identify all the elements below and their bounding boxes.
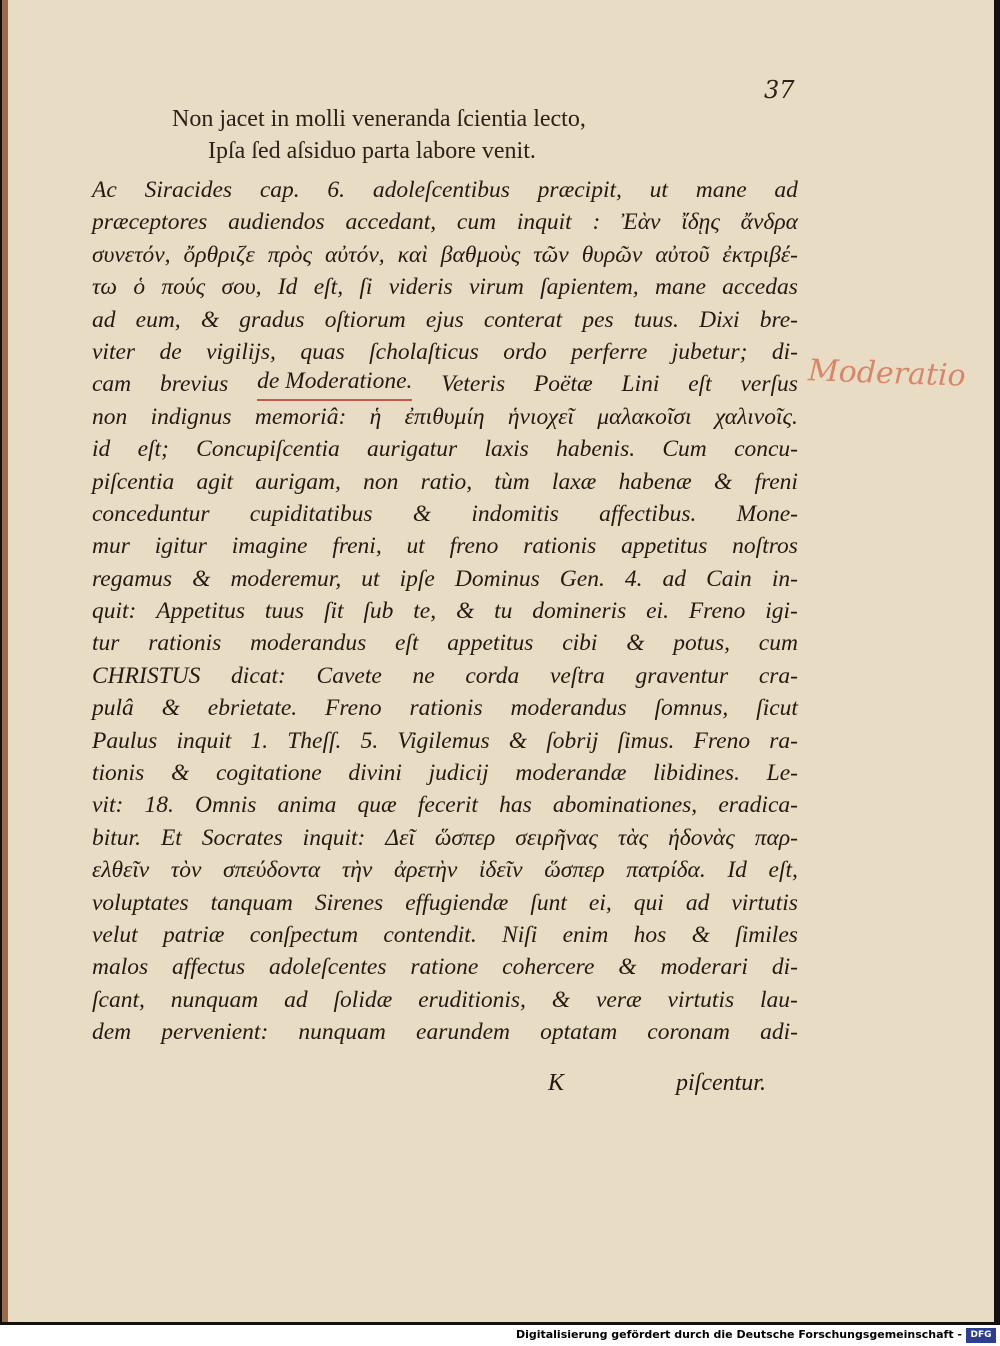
word: Cain	[706, 565, 752, 592]
word: moderandæ	[515, 760, 627, 787]
word: regamus	[92, 565, 173, 592]
word: ipſe	[399, 565, 435, 592]
word: :	[592, 209, 601, 236]
word: ſimiles	[735, 921, 798, 948]
word: pervenient:	[161, 1019, 269, 1046]
word: Ἐὰν	[621, 209, 661, 236]
word: contendit.	[383, 921, 477, 948]
word: &	[170, 760, 190, 787]
word: ſimus.	[617, 727, 675, 754]
word: σου,	[221, 274, 262, 301]
word: Dixi	[699, 306, 740, 333]
word: καὶ	[397, 241, 428, 268]
word: adoleſcentibus	[372, 177, 510, 203]
word: conterat	[483, 306, 563, 333]
word: πούς	[161, 274, 206, 301]
word: pes	[582, 306, 614, 333]
word: ut	[361, 565, 380, 592]
word: ſunt	[530, 889, 567, 916]
word: συνετόν,	[92, 241, 171, 268]
word: has	[499, 792, 532, 819]
word: ratio,	[420, 468, 473, 495]
word: eſt,	[768, 857, 798, 884]
word: cum	[456, 209, 497, 236]
word: τὸν	[170, 857, 202, 884]
word: eum,	[135, 306, 181, 333]
word: Theſſ.	[287, 727, 342, 754]
word: Id	[727, 857, 747, 884]
word: dem	[92, 1019, 132, 1046]
word: præcipit,	[537, 177, 622, 203]
body-text	[92, 174, 798, 1049]
word: tur	[92, 630, 120, 657]
text-line	[92, 725, 798, 757]
word: virtutis	[731, 889, 798, 916]
verse-line-2: Ipſa ſed aſsiduo parta labore venit.	[208, 138, 536, 164]
word: Et	[160, 824, 182, 851]
word: potus,	[673, 630, 731, 657]
dfg-logo: DFG	[966, 1328, 996, 1343]
word: 5.	[360, 727, 379, 754]
word: inquit	[516, 209, 572, 236]
word: ἄνδρα	[740, 209, 798, 236]
word: affectibus.	[599, 500, 697, 527]
word: audiendos	[228, 209, 325, 236]
text-line	[92, 498, 798, 530]
text-line	[92, 854, 798, 886]
word: Freno	[325, 695, 382, 722]
word: optatam	[540, 1019, 618, 1046]
word: cohercere	[502, 954, 595, 981]
word: libidines.	[653, 760, 740, 787]
word: ἡ	[369, 403, 382, 430]
word: accedas	[722, 274, 798, 301]
word: id	[92, 436, 111, 463]
word: Socrates	[201, 824, 283, 851]
word: habenæ	[618, 468, 692, 495]
word: appetitus	[447, 630, 534, 657]
word: ſolidæ	[333, 986, 393, 1013]
word: cap.	[259, 177, 300, 203]
text-line	[92, 919, 798, 951]
signature-mark: K	[548, 1070, 565, 1096]
word: veræ	[595, 986, 642, 1013]
word: &	[200, 306, 220, 333]
text-line	[92, 433, 798, 465]
word: Appetitus	[156, 598, 246, 625]
word: ad	[284, 986, 308, 1013]
text-line	[92, 206, 798, 238]
text-line	[92, 887, 798, 919]
word: &	[691, 921, 710, 948]
word: laxis	[484, 436, 529, 463]
word: divini	[348, 760, 402, 787]
word: Id	[277, 274, 298, 301]
word: tu	[494, 598, 513, 625]
word: Le-	[766, 760, 798, 787]
word: noſtros	[732, 533, 798, 560]
word: brevius	[159, 371, 229, 398]
word: &	[161, 695, 180, 722]
word: fecerit	[417, 792, 478, 819]
word: ἡδονὰς	[668, 824, 735, 851]
word: igitur	[154, 533, 207, 560]
book-page	[2, 0, 994, 1322]
word: Freno	[688, 598, 746, 625]
word: cra-	[758, 662, 798, 689]
word: cogitatione	[215, 760, 322, 787]
word: ἀρετὴν	[393, 857, 458, 884]
word: ei,	[588, 889, 612, 916]
word: malos	[92, 954, 149, 981]
word: earundem	[416, 1019, 511, 1046]
text-line	[92, 368, 798, 400]
text-line	[92, 1016, 798, 1048]
word: ad	[92, 306, 116, 333]
word: adoleſcentes	[269, 954, 387, 981]
word: ἰδεῖν	[478, 857, 523, 884]
word: tuus.	[633, 306, 679, 333]
word: ſapientem,	[540, 274, 639, 301]
word: ei.	[646, 598, 669, 625]
word: παρ-	[754, 824, 798, 851]
word: πρὸς	[267, 241, 313, 268]
word: adi-	[760, 1019, 798, 1046]
word: ἡνιοχεῖ	[507, 403, 574, 430]
word: indignus	[150, 403, 232, 430]
word: bitur.	[92, 824, 141, 851]
word: &	[713, 468, 733, 495]
word: abominationes,	[552, 792, 698, 819]
word: dicat:	[231, 662, 286, 689]
word: judicij	[428, 760, 489, 787]
word: ἐκτριβέ-	[722, 241, 798, 268]
word: voluptates	[92, 889, 189, 916]
word: di-	[771, 338, 798, 365]
word: memoriâ:	[254, 403, 347, 430]
word: moderari	[660, 954, 748, 981]
word: Lini	[621, 371, 660, 398]
word: eruditionis,	[418, 986, 526, 1013]
word: ut	[406, 533, 425, 560]
word: &	[412, 500, 432, 527]
underlined-phrase: de Moderatione.	[257, 368, 412, 400]
word: freni,	[332, 533, 382, 560]
word: viter	[92, 338, 136, 365]
word: de	[159, 338, 182, 365]
word: σπεύδοντα	[222, 857, 321, 884]
word: ratione	[410, 954, 479, 981]
word: quas	[300, 338, 345, 365]
word: &	[508, 727, 528, 754]
text-line	[92, 627, 798, 659]
word: habenis.	[556, 436, 636, 463]
word: CHRISTUS	[92, 662, 201, 689]
word: enim	[562, 921, 609, 948]
word: tùm	[494, 468, 530, 495]
word: &	[626, 630, 645, 657]
word: Gen.	[559, 565, 605, 592]
word: appetitus	[621, 533, 708, 560]
word: eſt;	[137, 436, 169, 463]
word: præceptores	[92, 209, 208, 236]
word: virum	[469, 274, 524, 301]
word: 18.	[144, 792, 174, 819]
word: αὐτοῦ	[655, 241, 710, 268]
word: igi-	[765, 598, 798, 625]
word: rationis	[409, 695, 483, 722]
word: conceduntur	[92, 500, 210, 527]
word: ὥσπερ	[544, 857, 605, 884]
word: freno	[449, 533, 499, 560]
word: vit:	[92, 792, 124, 819]
word: aurigatur	[367, 436, 458, 463]
word: χαλινοῖς.	[714, 403, 798, 430]
catchword: piſcentur.	[676, 1070, 766, 1096]
word: ad	[685, 889, 710, 916]
word: tuus	[264, 598, 305, 625]
word: gradus	[239, 306, 305, 333]
word: non	[92, 403, 128, 430]
word: indomitis	[471, 500, 559, 527]
text-line	[92, 984, 798, 1016]
text-line	[92, 271, 798, 303]
text-line	[92, 174, 798, 206]
word: ἴδῃς	[681, 209, 720, 236]
word: di-	[771, 954, 798, 981]
word: veſtra	[549, 662, 605, 689]
word: θυρῶν	[581, 241, 643, 268]
word: ὄρθριζε	[183, 241, 255, 268]
word: conſpectum	[249, 921, 359, 948]
word: freni	[754, 468, 798, 495]
word: videris	[388, 274, 453, 301]
word: ejus	[425, 306, 464, 333]
word: Δεῖ	[385, 824, 415, 851]
word: vigilijs,	[206, 338, 276, 365]
word: Cavete	[316, 662, 382, 689]
word: mane	[654, 274, 706, 301]
word: piſcentia	[92, 468, 175, 495]
word: velut	[92, 921, 138, 948]
word: &	[551, 986, 571, 1013]
word: eſt	[688, 371, 712, 398]
word: ſi	[359, 274, 373, 301]
word: ὁ	[133, 274, 146, 301]
word: ad	[774, 177, 798, 203]
word: ſcant,	[92, 986, 145, 1013]
word: qui	[633, 889, 664, 916]
word: hos	[633, 921, 667, 948]
word: Cum	[662, 436, 707, 463]
word: cam	[92, 371, 132, 398]
word: inquit:	[302, 824, 366, 851]
text-line	[92, 401, 798, 433]
text-line	[92, 304, 798, 336]
word: patriæ	[163, 921, 225, 948]
word: eradica-	[718, 792, 798, 819]
word: τω	[92, 274, 118, 301]
word: tanquam	[210, 889, 293, 916]
word: τὰς	[617, 824, 649, 851]
word: graventur	[635, 662, 729, 689]
word: lau-	[760, 986, 798, 1013]
text-line	[92, 239, 798, 271]
word: mane	[695, 177, 747, 203]
word: ὥσπερ	[434, 824, 496, 851]
word: Omnis	[195, 792, 257, 819]
word: tionis	[92, 760, 145, 787]
page-number: 37	[764, 76, 795, 104]
footer-bar	[0, 1325, 1000, 1346]
word: concu-	[734, 436, 798, 463]
word: &	[455, 598, 475, 625]
word: domineris	[532, 598, 627, 625]
word: moderandus	[510, 695, 627, 722]
word: Veteris	[441, 371, 506, 398]
word: jubetur;	[671, 338, 748, 365]
word: oſtiorum	[324, 306, 406, 333]
word: affectus	[172, 954, 246, 981]
word: Poëtæ	[533, 371, 593, 398]
word: 1.	[250, 727, 269, 754]
word: Vigilemus	[397, 727, 490, 754]
word: quæ	[357, 792, 397, 819]
word: Dominus	[454, 565, 540, 592]
word: ελθεῖν	[92, 857, 150, 884]
word: Ac	[92, 177, 117, 203]
text-line	[92, 530, 798, 562]
text-line	[92, 660, 798, 692]
word: Freno	[693, 727, 751, 754]
word: accedant,	[345, 209, 437, 236]
word: ut	[649, 177, 668, 203]
word: eſt,	[313, 274, 344, 301]
word: cibi	[562, 630, 598, 657]
text-line	[92, 563, 798, 595]
word: laxæ	[551, 468, 597, 495]
word: μαλακοῖσι	[597, 403, 692, 430]
text-line	[92, 951, 798, 983]
word: te,	[413, 598, 437, 625]
word: in-	[771, 565, 798, 592]
word: Sirenes	[314, 889, 384, 916]
word: verſus	[740, 371, 798, 398]
word: Mone-	[736, 500, 798, 527]
word: Paulus	[92, 727, 158, 754]
text-line	[92, 789, 798, 821]
word: 4.	[624, 565, 643, 592]
word: bre-	[759, 306, 798, 333]
word: cupiditatibus	[249, 500, 373, 527]
word: ſit	[323, 598, 344, 625]
text-line	[92, 822, 798, 854]
word: effugiendæ	[405, 889, 509, 916]
word: inquit	[176, 727, 232, 754]
word: pulâ	[92, 695, 134, 722]
word: coronam	[647, 1019, 730, 1046]
word: τῶν	[533, 241, 569, 268]
word: cum	[758, 630, 798, 657]
margin-annotation: Moderatio	[807, 353, 967, 394]
word: virtutis	[667, 986, 735, 1013]
word: mur	[92, 533, 130, 560]
word: ſcholaſticus	[369, 338, 479, 365]
word: ebrietate.	[207, 695, 298, 722]
word: nunquam	[170, 986, 259, 1013]
word: ordo	[503, 338, 547, 365]
word: ſomnus,	[654, 695, 729, 722]
word: τὴν	[341, 857, 373, 884]
word: anima	[277, 792, 337, 819]
text-line	[92, 336, 798, 368]
text-line	[92, 757, 798, 789]
word: 6.	[327, 177, 346, 203]
text-line	[92, 595, 798, 627]
word: Concupiſcentia	[196, 436, 340, 463]
word: nunquam	[298, 1019, 386, 1046]
word: ne	[412, 662, 435, 689]
word: Niſi	[502, 921, 538, 948]
word: eſt	[395, 630, 419, 657]
word: rationis	[523, 533, 597, 560]
word: αὐτόν,	[325, 241, 385, 268]
verse-line-1: Non jacet in molli veneranda ſcientia lecto,	[172, 106, 586, 132]
word: ſub	[363, 598, 394, 625]
word: ſobrij	[546, 727, 599, 754]
word: σειρῆνας	[515, 824, 598, 851]
word: quit:	[92, 598, 137, 625]
word: βαθμοὺς	[440, 241, 521, 268]
word: ἐπιθυμίη	[404, 403, 485, 430]
word: aurigam,	[255, 468, 341, 495]
word: πατρίδα.	[626, 857, 706, 884]
word: ſicut	[756, 695, 798, 722]
word: &	[618, 954, 637, 981]
word: &	[192, 565, 211, 592]
footer-credit: Digitalisierung gefördert durch die Deutsche Forschungsgemeinschaft -	[515, 1328, 962, 1341]
word: ra-	[769, 727, 798, 754]
word: imagine	[231, 533, 308, 560]
word: rationis	[148, 630, 222, 657]
word: agit	[196, 468, 234, 495]
word: Siracides	[144, 177, 233, 203]
text-line	[92, 692, 798, 724]
word: corda	[465, 662, 520, 689]
text-line	[92, 466, 798, 498]
word: moderemur,	[230, 565, 342, 592]
word: non	[363, 468, 399, 495]
word: perferre	[571, 338, 648, 365]
word: moderandus	[250, 630, 367, 657]
word: ad	[662, 565, 687, 592]
